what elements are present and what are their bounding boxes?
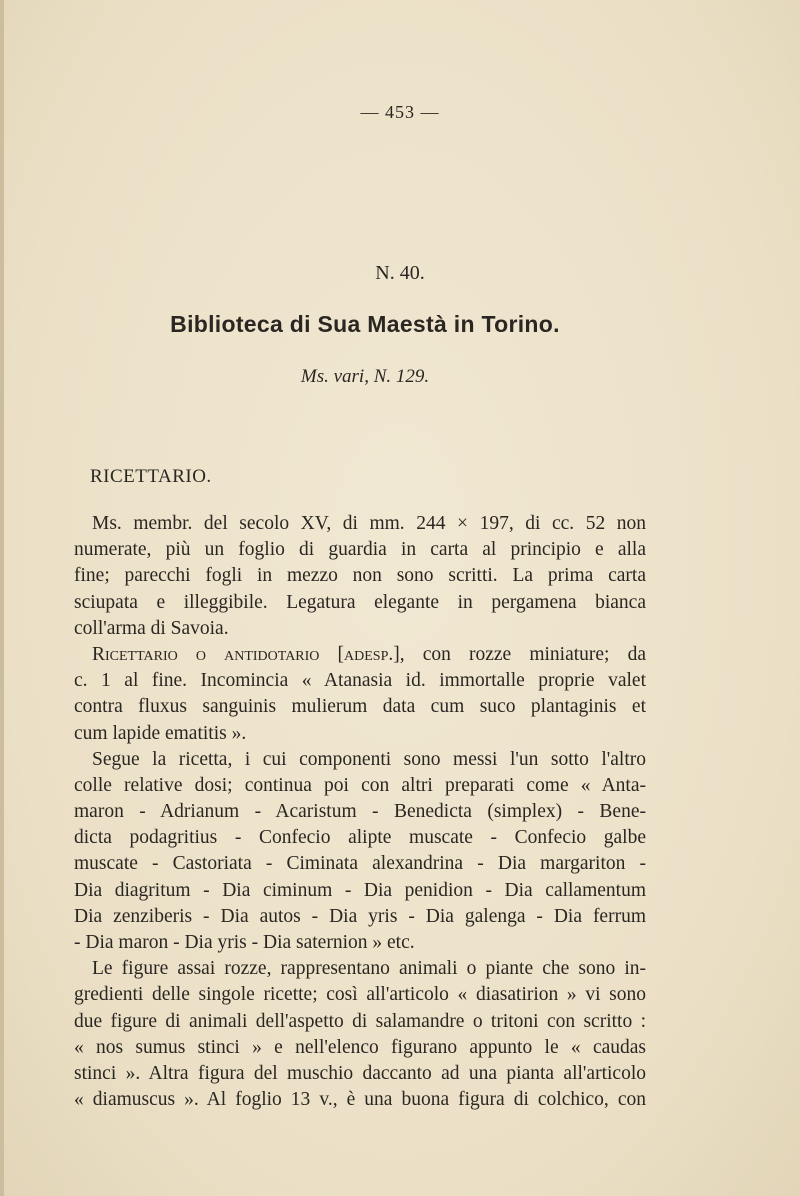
- page-number: — 453 —: [360, 102, 440, 122]
- section-title: RICETTARIO.: [90, 466, 212, 487]
- entry-number: N. 40.: [375, 262, 425, 284]
- page-edge: [0, 0, 4, 1196]
- body-line: « diamuscus ». Al foglio 13 v., è una buona figura di colchico, con: [74, 1089, 646, 1111]
- body-line: colle relative dosi; continua poi con altri preparati come « Anta-: [74, 774, 646, 796]
- body-line: Le figure assai rozze, rappresentano animali o piante che sono in-: [92, 958, 646, 980]
- body-line: dicta podagritius - Confecio alipte muscate - Confecio galbe: [74, 827, 646, 849]
- body-line: c. 1 al fine. Incomincia « Atanasia id. immortalle proprie valet: [74, 670, 646, 692]
- body-line: sciupata e illeggibile. Legatura elegante in pergamena bianca: [74, 591, 646, 613]
- body-line: Segue la ricetta, i cui componenti sono messi l'un sotto l'altro: [92, 748, 646, 770]
- body-text: [74, 511, 646, 1113]
- body-line: cum lapide ematitis ».: [74, 722, 247, 744]
- body-line: gredienti delle singole ricette; così all'articolo « diasatirion » vi sono: [74, 984, 646, 1006]
- body-line: muscate - Castoriata - Ciminata alexandrina - Dia margariton -: [74, 853, 646, 875]
- body-line: - Dia maron - Dia yris - Dia saternion » etc.: [74, 932, 415, 953]
- body-line-rest: con rozze miniature; da: [404, 643, 646, 665]
- body-line: numerate, più un foglio di guardia in carta al principio e alla: [74, 539, 646, 561]
- body-line: maron - Adrianum - Acaristum - Benedicta (simplex) - Bene-: [74, 801, 646, 823]
- body-line: stinci ». Altra figura del muschio daccanto ad una pianta all'articolo: [74, 1062, 646, 1084]
- smallcaps-title: Ricettario o antidotario [adesp.],: [92, 643, 405, 665]
- manuscript-shelfmark: Ms. vari, N. 129.: [300, 366, 430, 387]
- body-line: Dia diagritum - Dia ciminum - Dia penidion - Dia callamentum: [74, 879, 646, 901]
- body-line: due figure di animali dell'aspetto di salamandre o tritoni con scritto :: [74, 1010, 646, 1032]
- body-line: « nos sumus stinci » e nell'elenco figurano appunto le « caudas: [74, 1036, 646, 1058]
- body-line: Dia zenziberis - Dia autos - Dia yris - Dia galenga - Dia ferrum: [74, 905, 646, 927]
- body-line: coll'arma di Savoia.: [74, 617, 229, 639]
- body-line: contra fluxus sanguinis mulierum data cum suco plantaginis et: [74, 696, 646, 718]
- body-line: fine; parecchi fogli in mezzo non sono scritti. La prima carta: [74, 565, 646, 587]
- body-line: Ms. membr. del secolo XV, di mm. 244 × 197, di cc. 52 non: [92, 513, 646, 534]
- library-title: Biblioteca di Sua Maestà in Torino.: [170, 311, 560, 337]
- body-line: [74, 642, 646, 668]
